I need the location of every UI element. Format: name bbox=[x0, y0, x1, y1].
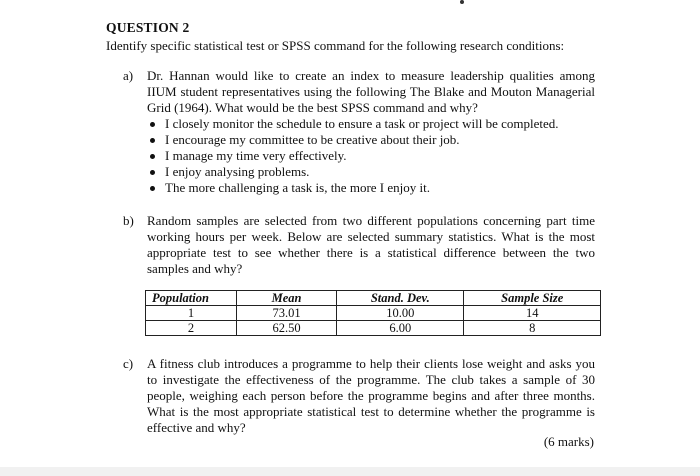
table-header-row bbox=[146, 291, 601, 306]
question-intro: Identify specific statistical test or SPSS command for the following research conditions: bbox=[106, 38, 565, 53]
list-item bbox=[147, 116, 595, 132]
stray-dot bbox=[460, 0, 464, 4]
part-a-text: Dr. Hannan would like to create an index to measure leadership qualities among IIUM student representatives using the following The Blake and Mouton Managerial Grid (1964). What would be the best SPSS command and why? bbox=[147, 68, 595, 115]
part-c-label: c) bbox=[123, 356, 134, 371]
bullet-text: I encourage my committee to be creative about their job. bbox=[165, 132, 460, 147]
bullet-icon bbox=[150, 122, 155, 127]
part-b bbox=[123, 213, 595, 277]
column-header: Stand. Dev. bbox=[337, 291, 464, 306]
marks-label: (6 marks) bbox=[543, 434, 594, 449]
part-b-text: Random samples are selected from two different populations concerning part time working hours per week. Below are selected summary statistics. What is the most appropriate test to see whether there is a statistical difference between the two samples and why? bbox=[147, 213, 595, 276]
part-c-text: A fitness club introduces a programme to help their clients lose weight and asks you to investigate the effectiveness of the programme. The club takes a sample of 30 people, weighing each person before the programme begins and after three months. What is the most appropriate statistical test to determine whether the programme is effective and why? bbox=[147, 356, 595, 435]
summary-statistics-table bbox=[145, 290, 601, 336]
list-item bbox=[147, 180, 595, 196]
table-cell: 10.00 bbox=[337, 306, 464, 321]
column-header: Population bbox=[146, 291, 237, 306]
bullet-text: The more challenging a task is, the more I enjoy it. bbox=[165, 180, 430, 195]
part-a bbox=[123, 68, 595, 196]
column-header: Sample Size bbox=[464, 291, 601, 306]
table-cell: 6.00 bbox=[337, 321, 464, 336]
part-c bbox=[123, 356, 595, 436]
table-row bbox=[146, 321, 601, 336]
part-a-bullet-list bbox=[147, 116, 595, 196]
bullet-icon bbox=[150, 154, 155, 159]
table-cell: 62.50 bbox=[237, 321, 337, 336]
list-item bbox=[147, 132, 595, 148]
bottom-edge-bar bbox=[0, 467, 700, 476]
table-cell: 2 bbox=[146, 321, 237, 336]
table-cell: 8 bbox=[464, 321, 601, 336]
column-header: Mean bbox=[237, 291, 337, 306]
bullet-icon bbox=[150, 170, 155, 175]
table-row bbox=[146, 306, 601, 321]
table-cell: 73.01 bbox=[237, 306, 337, 321]
bullet-icon bbox=[150, 186, 155, 191]
bullet-icon bbox=[150, 138, 155, 143]
question-title: QUESTION 2 bbox=[106, 20, 190, 35]
part-a-label: a) bbox=[123, 68, 134, 83]
table-cell: 14 bbox=[464, 306, 601, 321]
bullet-text: I manage my time very effectively. bbox=[165, 148, 347, 163]
table-cell: 1 bbox=[146, 306, 237, 321]
list-item bbox=[147, 148, 595, 164]
part-b-label: b) bbox=[123, 213, 134, 228]
bullet-text: I enjoy analysing problems. bbox=[165, 164, 310, 179]
list-item bbox=[147, 164, 595, 180]
bullet-text: I closely monitor the schedule to ensure a task or project will be completed. bbox=[165, 116, 559, 131]
